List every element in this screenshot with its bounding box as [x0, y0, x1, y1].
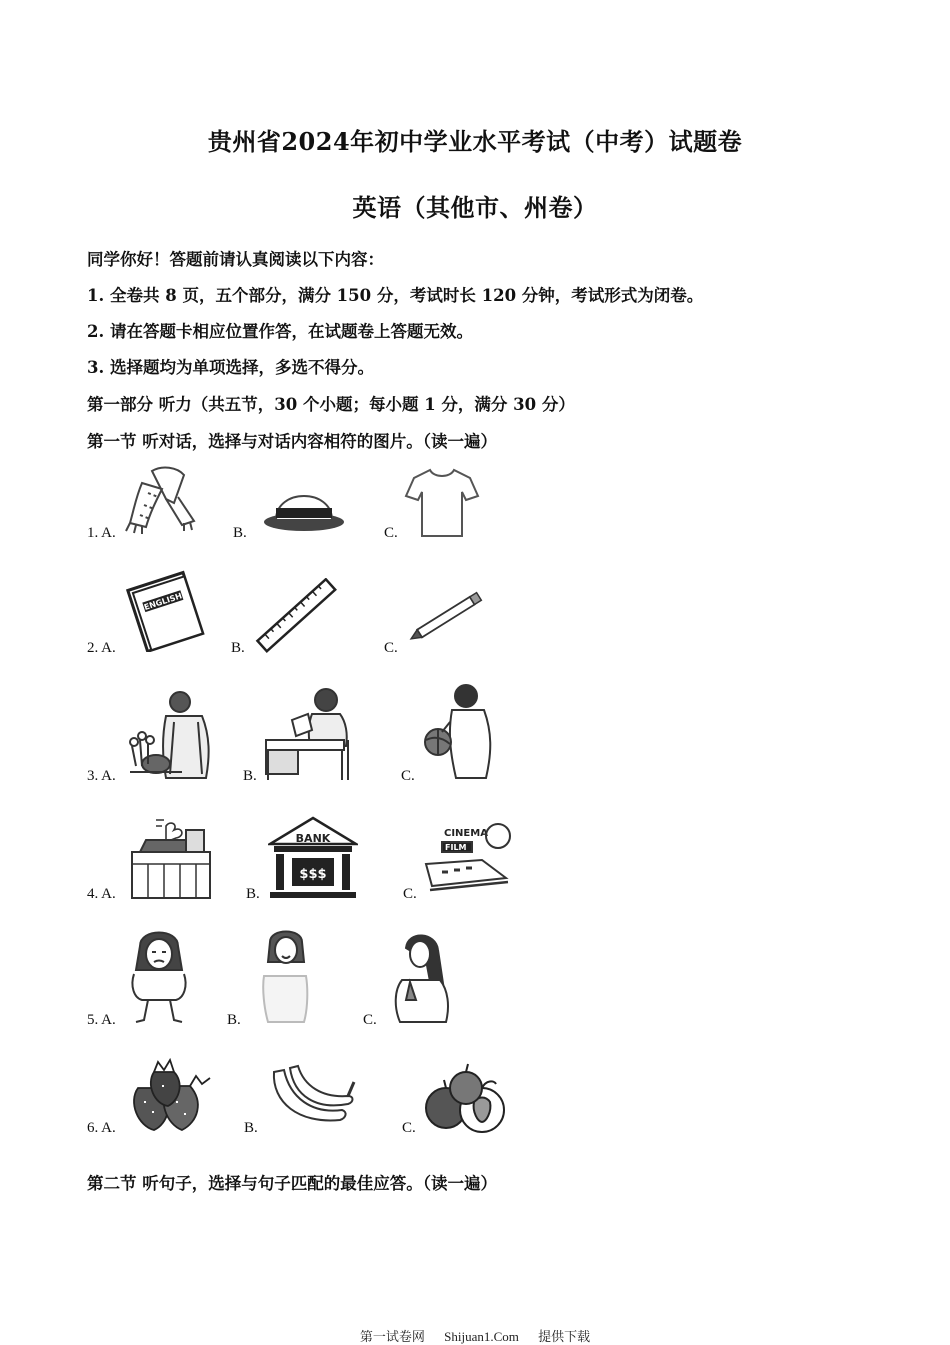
- shop-icon: [126, 816, 218, 902]
- praying-girl-icon: [386, 930, 456, 1026]
- book-icon: [122, 570, 208, 652]
- instruction-1: 1. 全卷共 8 页，五个部分，满分 150 分，考试时长 120 分钟，考试形式为闭卷。: [87, 286, 704, 305]
- q2-label-c: C.: [384, 640, 398, 656]
- sad-girl-icon: [126, 926, 196, 1026]
- greeting: 同学你好！答题前请认真阅读以下内容：: [87, 250, 384, 269]
- page-title: 贵州省2024年初中学业水平考试（中考）试题卷: [207, 127, 743, 156]
- instruction-3: 3. 选择题均为单项选择，多选不得分。: [87, 358, 374, 377]
- cooking-boy-icon: [122, 686, 216, 782]
- bananas-icon: [268, 1062, 356, 1134]
- q1-label-b: B.: [233, 525, 247, 541]
- part1-heading: 第一部分 听力（共五节，30 个小题；每小题 1 分，满分 30 分）: [87, 395, 575, 414]
- q1-label-c: C.: [384, 525, 398, 541]
- q4-label-c: C.: [403, 886, 417, 902]
- strawberries-icon: [124, 1058, 216, 1136]
- footer-site-cn[interactable]: 第一试卷网: [359, 1329, 425, 1344]
- q6-label-b: B.: [244, 1120, 258, 1136]
- bank-icon: [268, 816, 358, 900]
- q6-label-c: C.: [402, 1120, 416, 1136]
- scarf-icon: [122, 463, 202, 537]
- q3-label-a: 3. A.: [87, 768, 116, 784]
- film-sign-text: FILM: [445, 843, 467, 852]
- instruction-2: 2. 请在答题卡相应位置作答，在试题卷上答题无效。: [87, 322, 473, 341]
- ruler-icon: [255, 578, 339, 654]
- book-cover-text: ENGLISH: [142, 591, 184, 613]
- q3-label-c: C.: [401, 768, 415, 784]
- page-subtitle: 英语（其他市、州卷）: [352, 193, 598, 222]
- footer-site-en[interactable]: Shijuan1.Com: [444, 1329, 519, 1344]
- q4-label-a: 4. A.: [87, 886, 116, 902]
- footer: [0, 1326, 950, 1345]
- q2-label-b: B.: [231, 640, 245, 656]
- cinema-sign-text: CINEMA: [444, 828, 488, 839]
- q4-label-b: B.: [246, 886, 260, 902]
- q5-label-a: 5. A.: [87, 1012, 116, 1028]
- q6-label-a: 6. A.: [87, 1120, 116, 1136]
- reading-boy-icon: [262, 684, 356, 782]
- hat-icon: [262, 478, 346, 534]
- apples-icon: [420, 1060, 512, 1140]
- section1-heading: 第一节 听对话，选择与对话内容相符的图片。（读一遍）: [87, 432, 497, 451]
- cinema-icon: [422, 820, 514, 898]
- q1-label-a: 1. A.: [87, 525, 116, 541]
- tshirt-icon: [404, 466, 480, 538]
- section2-heading: 第二节 听句子，选择与句子匹配的最佳应答。（读一遍）: [87, 1174, 497, 1193]
- q3-label-b: B.: [243, 768, 257, 784]
- q5-label-c: C.: [363, 1012, 377, 1028]
- q5-label-b: B.: [227, 1012, 241, 1028]
- money-text: $$$: [299, 867, 327, 882]
- basketball-boy-icon: [420, 682, 506, 782]
- q2-label-a: 2. A.: [87, 640, 116, 656]
- bank-sign-text: BANK: [295, 832, 331, 845]
- pencil-icon: [405, 588, 489, 646]
- footer-action: 提供下载: [538, 1329, 591, 1344]
- happy-girl-icon: [252, 928, 316, 1024]
